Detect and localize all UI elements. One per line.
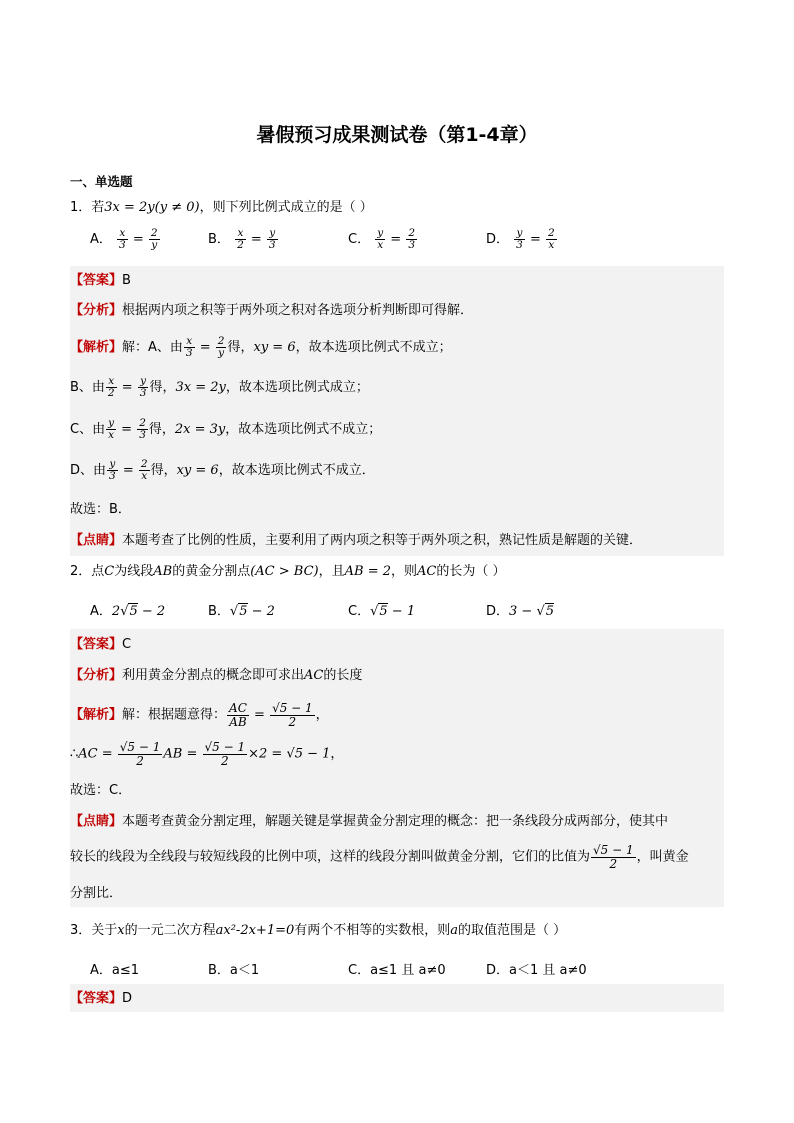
- q1-option-b[interactable]: B． $\frac{x}{2}$ = $\frac{y}{3}$: [208, 227, 276, 252]
- q2-stem: 2．点C为线段AB的黄金分割点(AC > BC)，且AB = 2，则AC的长为（ ）: [70, 564, 506, 579]
- q1-comment: 【点睛】本题考查了比例的性质，主要利用了两内项之积等于两外项之积，熟记性质是解题的关键．: [70, 533, 643, 548]
- q1-option-d[interactable]: D． $\frac{y}{3}$ = $\frac{2}{x}$: [486, 227, 555, 252]
- section-heading: 一、单选题: [70, 174, 133, 189]
- page-title: 暑假预习成果测试卷（第1-4章）: [256, 124, 538, 146]
- q3-option-b[interactable]: B．a＜1: [208, 963, 260, 978]
- q1-solution-line-4: D、由 $\frac{y}{3}$ = $\frac{2}{x}$ 得，xy = 6，故本选项比例式不成立．: [70, 458, 375, 483]
- q2-option-a[interactable]: A．2√5 − 2: [90, 604, 166, 619]
- q1-choose: 故选：B．: [70, 502, 131, 517]
- q2-option-d[interactable]: D．3 − √5: [486, 604, 555, 619]
- q3-option-a[interactable]: A．a≤1: [90, 963, 140, 978]
- q1-analysis: 【分析】根据两内项之积等于两外项之积对各选项分析判断即可得解．: [70, 303, 474, 318]
- q1-option-a[interactable]: A． $\frac{x}{3}$ = $\frac{2}{y}$: [90, 227, 158, 252]
- q3-stem: 3．关于x的一元二次方程ax²-2x+1=0有两个不相等的实数根，则a的取值范围是（ ）: [70, 923, 567, 938]
- q2-comment-line-2: 较长的线段为全线段与较短线段的比例中项，这样的线段分割叫做黄金分割，它们的比值为 $\frac{√5 - 1}{2}$ ，叫黄金: [70, 843, 689, 871]
- q3-answer: 【答案】D: [70, 991, 133, 1006]
- q1-stem: 1．若3x = 2y(y ≠ 0)，则下列比例式成立的是（ ）: [70, 200, 373, 215]
- q2-solution-line-2: ∴AC = $\frac{√5 - 1}{2}$ AB = $\frac{√5 - 1}{2}$ ×2 = √5 − 1，: [70, 740, 344, 768]
- q2-comment-line-3: 分割比．: [70, 886, 123, 901]
- q2-option-c[interactable]: C．√5 − 1: [348, 604, 416, 619]
- q2-answer: 【答案】C: [70, 637, 132, 652]
- q1-solution-line-3: C、由 $\frac{y}{x}$ = $\frac{2}{3}$ 得，2x = 3y，故本选项比例式不成立；: [70, 417, 382, 442]
- q1-option-c[interactable]: C． $\frac{y}{x}$ = $\frac{2}{3}$: [348, 227, 416, 252]
- q3-option-d[interactable]: D．a＜1 且 a≠0: [486, 963, 587, 978]
- q2-choose: 故选：C．: [70, 783, 132, 798]
- q2-solution-line-1: 【解析】解：根据题意得： $\frac{AC}{AB}$ = $\frac{√5 - 1}{2}$ ，: [70, 701, 329, 729]
- q1-answer: 【答案】B: [70, 273, 131, 288]
- q2-comment-line-1: 【点睛】本题考查黄金分割定理，解题关键是掌握黄金分割定理的概念：把一条线段分成两部分，使其中: [70, 814, 669, 829]
- q3-option-c[interactable]: C．a≤1 且 a≠0: [348, 963, 446, 978]
- q1-solution-line-1: 【解析】解：A、由 $\frac{x}{3}$ = $\frac{2}{y}$ 得，xy = 6，故本选项比例式不成立；: [70, 335, 452, 360]
- q1-solution-line-2: B、由 $\frac{x}{2}$ = $\frac{y}{3}$ 得，3x = 2y，故本选项比例式成立；: [70, 375, 369, 400]
- q2-option-b[interactable]: B．√5 − 2: [208, 604, 275, 619]
- q3-solution-block: [70, 984, 724, 1012]
- q2-analysis: 【分析】利用黄金分割点的概念即可求出AC的长度: [70, 668, 363, 683]
